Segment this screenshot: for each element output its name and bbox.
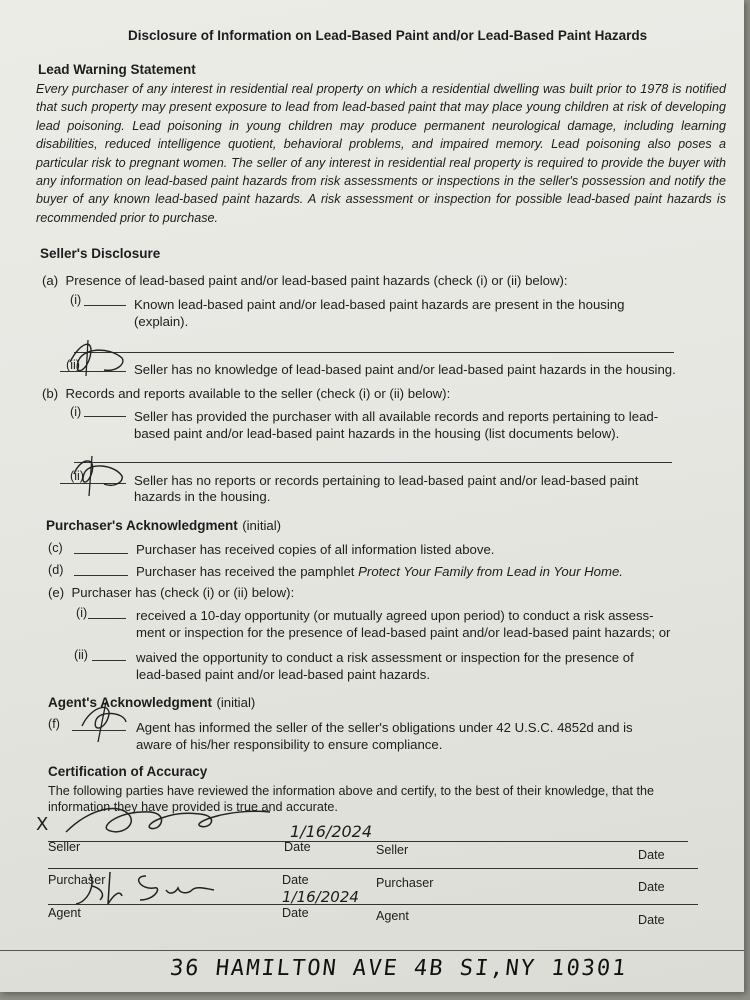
item-a-label: (a) [42, 273, 59, 288]
agent-label: Agent [48, 906, 81, 920]
signed-x-mark: X [36, 814, 49, 835]
item-b-i-text-2: based paint and/or lead-based paint hazards in the housing (list documents below). [134, 426, 620, 441]
agent-initial-f [74, 698, 134, 746]
item-e-i-label: (i) [76, 606, 88, 620]
item-a-ii-text: Seller has no knowledge of lead-based paint and/or lead-based paint hazards in the housing. [134, 362, 676, 377]
item-b-i-text-1: Seller has provided the purchaser with all available records and reports pertaining to lead- [134, 409, 659, 424]
item-e-ii-text-1: waived the opportunity to conduct a risk assessment or inspection for the presence of [136, 650, 634, 665]
item-b-i-label: (i) [70, 405, 82, 419]
certification-heading: Certification of Accuracy [48, 764, 208, 779]
item-f-text-1: Agent has informed the seller of the seller's obligations under 42 U.S.C. 4852d and is [136, 720, 633, 735]
form-title: Disclosure of Information on Lead-Based Paint and/or Lead-Based Paint Hazards [128, 28, 648, 43]
explain-line[interactable] [74, 352, 674, 353]
item-e-i-text-1: received a 10-day opportunity (or mutually agreed upon period) to conduct a risk assess- [136, 608, 654, 623]
seller2-label: Seller [376, 843, 409, 857]
item-d-text-1: Purchaser has received the pamphlet [136, 564, 355, 579]
item-a-i-text-2: (explain). [134, 314, 189, 329]
agent-ack-suffix: (initial) [216, 695, 256, 710]
seller2-date-label: Date [638, 848, 665, 862]
item-d-initial-blank[interactable] [74, 575, 128, 576]
item-a-ii-label: (ii) [66, 358, 80, 372]
item-a-i-label: (i) [70, 293, 82, 307]
item-f-text-2: aware of his/her responsibility to ensure compliance. [136, 737, 443, 752]
agent-date-label: Date [282, 906, 309, 920]
pamphlet-title: Protect Your Family from Lead in Your Home. [358, 564, 623, 579]
item-e-ii-label: (ii) [74, 648, 88, 662]
item-a-text: Presence of lead-based paint and/or lead-based paint hazards (check (i) or (ii) below): [65, 273, 568, 288]
item-a-i-initial-blank[interactable] [84, 305, 126, 306]
item-b [42, 385, 450, 402]
handwritten-address: 36 HAMILTON AVE 4B SI,NY 10301 [168, 956, 629, 981]
seller-date-handwritten: 1/16/2024 [290, 822, 373, 841]
seller-initial-b-ii [62, 450, 132, 500]
item-b-label: (b) [42, 386, 59, 401]
purchaser-ack-heading [46, 517, 281, 535]
documents-list-line[interactable] [74, 462, 672, 463]
item-d-label: (d) [48, 563, 64, 577]
item-e-label: (e) [48, 585, 65, 600]
purchaser2-label: Purchaser [376, 876, 434, 890]
agent-signature-line[interactable] [48, 904, 698, 905]
item-e [48, 584, 294, 601]
item-e-text: Purchaser has (check (i) or (ii) below): [71, 585, 295, 600]
item-e-ii-initial-blank[interactable] [92, 660, 126, 661]
item-b-text: Records and reports available to the seller (check (i) or (ii) below): [65, 386, 451, 401]
item-d-text [136, 563, 623, 580]
seller-signature [60, 798, 280, 842]
agent2-label: Agent [376, 909, 409, 923]
item-c-text: Purchaser has received copies of all information listed above. [136, 542, 495, 557]
purchaser-date-handwritten: 1/16/2024 [282, 888, 359, 906]
purchaser-ack-title: Purchaser's Acknowledgment [46, 518, 238, 533]
item-a-i-text-1: Known lead-based paint and/or lead-based paint hazards are present in the housing [134, 297, 625, 312]
seller-disclosure-heading: Seller's Disclosure [40, 246, 161, 261]
lead-warning-heading: Lead Warning Statement [38, 62, 196, 77]
item-c-label: (c) [48, 541, 63, 555]
seller-date-label: Date [284, 840, 311, 854]
certification-text-1: The following parties have reviewed the information above and certify, to the best of their knowledge, that the [48, 784, 655, 798]
lead-warning-text: Every purchaser of any interest in residential real property on which a residential dwelling was built prior to 1978 is notified that such property may present exposure to lead from lead-based paint that may place young children at risk of developing lead poisoning. Lead poisoning in young children may produce permanent neurological damage, including learning disabilities, reduced intelligence quotient, behavioral problems, and impaired memory. Lead poisoning also poses a particular risk to pregnant women. The seller of any interest in residential real property is required to provide the buyer with any information on lead-based paint hazards from risk assessments or inspections in the seller's possession and notify the buyer of any known lead-based paint hazards. A risk assessment or inspection for possible lead-based paint hazards is recommended prior to purchase. [36, 82, 726, 225]
item-c-initial-blank[interactable] [74, 553, 128, 554]
agent-ack-title: Agent's Acknowledgment [48, 695, 212, 710]
item-a [42, 272, 568, 289]
item-e-i-initial-blank[interactable] [88, 618, 126, 619]
seller-label: Seller [48, 840, 81, 854]
item-e-i-text-2: ment or inspection for the presence of lead-based paint and/or lead-based paint hazards; or [136, 625, 671, 640]
agent2-date-label: Date [638, 913, 665, 927]
certification-text-2: information they have provided is true and accurate. [48, 800, 338, 814]
purchaser-label: Purchaser [48, 873, 106, 887]
item-b-ii-label: (ii) [70, 469, 84, 483]
seller-initial-a-ii [60, 332, 130, 382]
purchaser-ack-suffix: (initial) [242, 518, 282, 533]
purchaser2-date-label: Date [638, 880, 665, 894]
item-e-ii-text-2: lead-based paint and/or lead-based paint hazards. [136, 667, 430, 682]
item-b-ii-text-2: hazards in the housing. [134, 489, 271, 504]
purchaser-date-label: Date [282, 873, 309, 887]
item-f-label: (f) [48, 717, 60, 731]
item-b-i-initial-blank[interactable] [84, 416, 126, 417]
bottom-divider [0, 950, 744, 951]
seller-signature-line[interactable] [48, 841, 688, 842]
item-b-ii-text-1: Seller has no reports or records pertaining to lead-based paint and/or lead-based paint [134, 473, 639, 488]
